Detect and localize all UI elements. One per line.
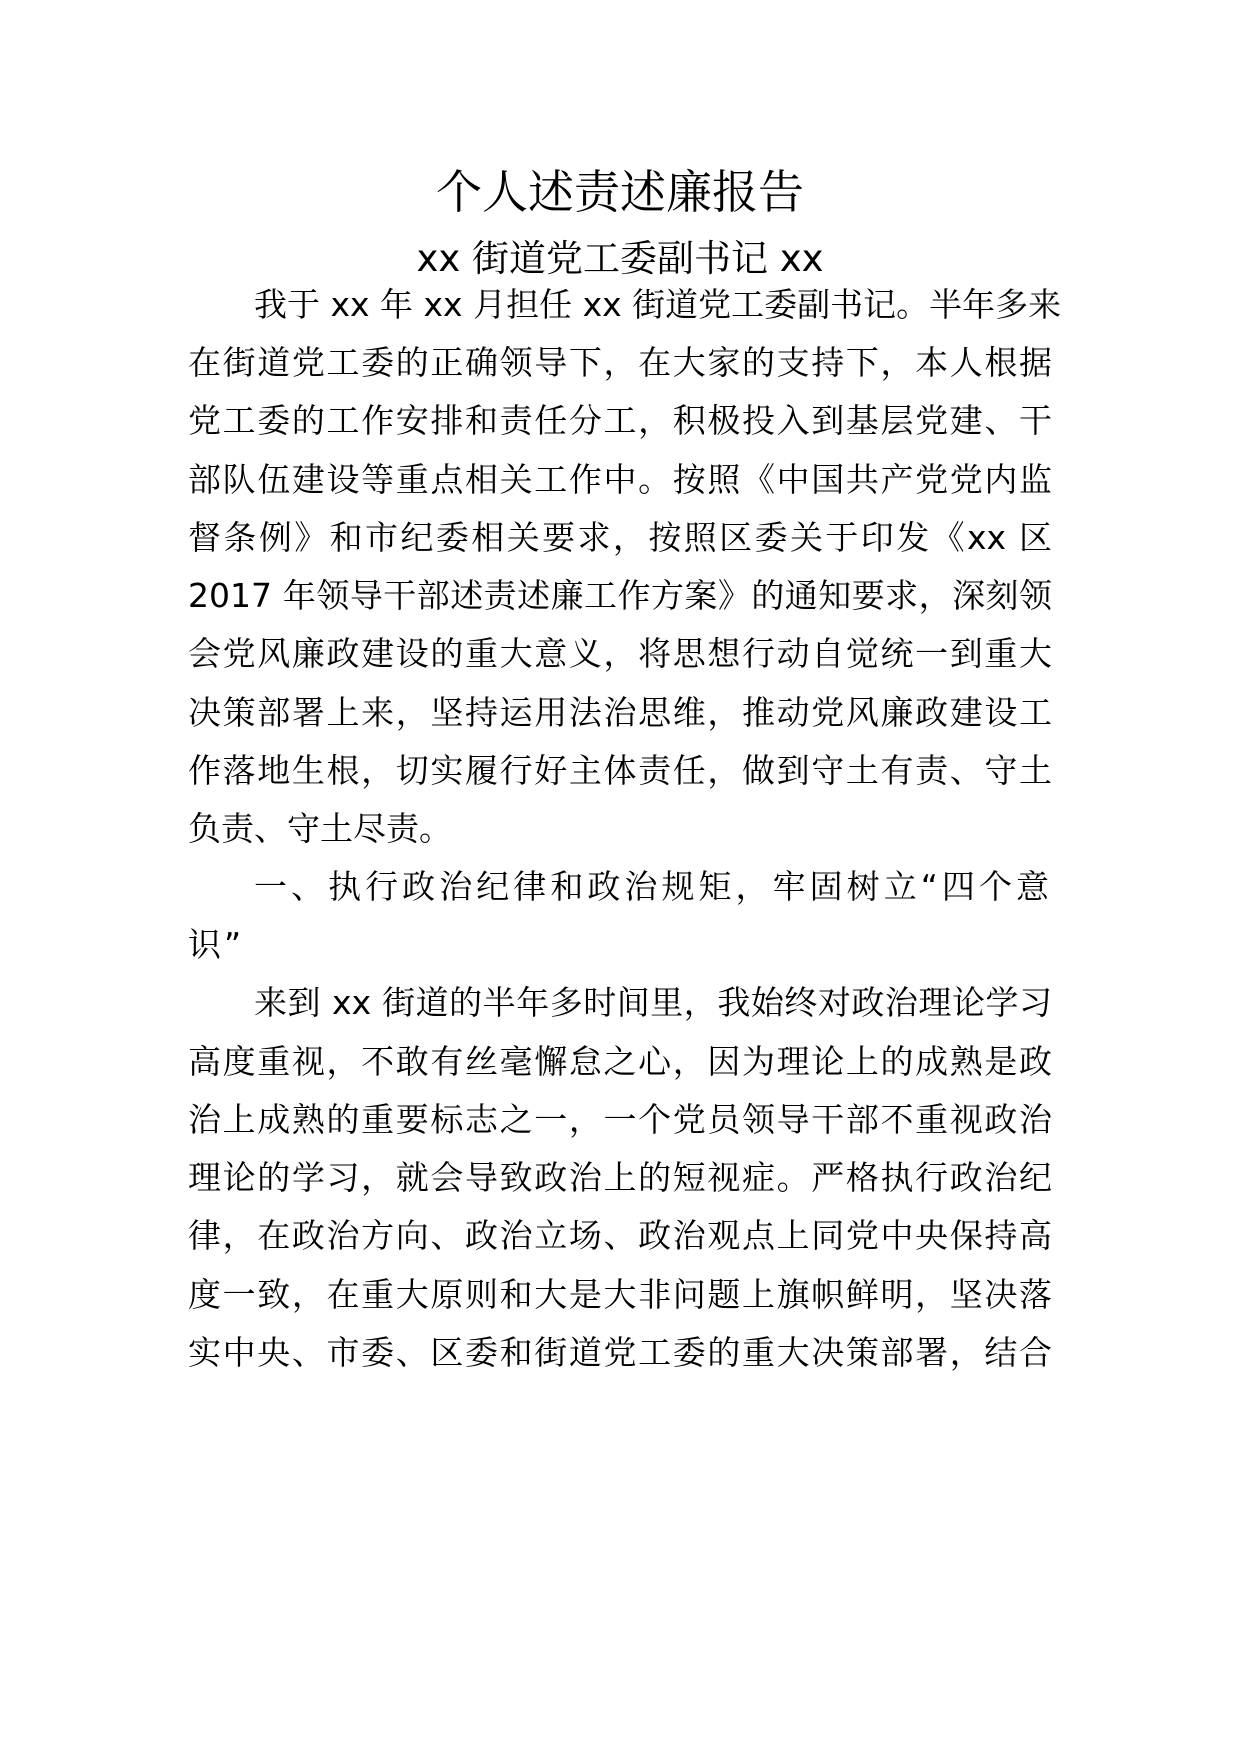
- section-heading: 识”: [188, 925, 245, 964]
- body-line: 部队伍建设等重点相关工作中。按照《中国共产党党内监: [188, 460, 1052, 499]
- body-line: 来到 xx 街道的半年多时间里，我始终对政治理论学习: [254, 983, 1052, 1022]
- body-line: 负责、守土尽责。: [188, 809, 452, 848]
- body-line: 督条例》和市纪委相关要求，按照区委关于印发《xx 区: [188, 518, 1052, 557]
- body-line: 在街道党工委的正确领导下，在大家的支持下，本人根据: [188, 343, 1052, 382]
- body-line: 治上成熟的重要标志之一，一个党员领导干部不重视政治: [188, 1100, 1052, 1139]
- document-subtitle: xx 街道党工委副书记 xx: [416, 237, 824, 280]
- body-line: 党工委的工作安排和责任分工，积极投入到基层党建、干: [188, 401, 1052, 440]
- body-line: 我于 xx 年 xx 月担任 xx 街道党工委副书记。半年多来: [254, 285, 1062, 324]
- body-line: 高度重视，不敢有丝毫懈怠之心，因为理论上的成熟是政: [188, 1042, 1052, 1081]
- body-line: 实中央、市委、区委和街道党工委的重大决策部署，结合: [188, 1333, 1052, 1372]
- body-line: 会党风廉政建设的重大意义，将思想行动自觉统一到重大: [188, 634, 1052, 673]
- body-line: 理论的学习，就会导致政治上的短视症。严格执行政治纪: [188, 1158, 1052, 1197]
- body-line: 律，在政治方向、政治立场、政治观点上同党中央保持高: [188, 1216, 1052, 1255]
- body-line: 度一致，在重大原则和大是大非问题上旗帜鲜明，坚决落: [188, 1275, 1052, 1314]
- body-line: 2017 年领导干部述责述廉工作方案》的通知要求，深刻领: [188, 576, 1052, 615]
- body-line: 决策部署上来，坚持运用法治思维，推动党风廉政建设工: [188, 693, 1052, 732]
- document-title: 个人述责述廉报告: [436, 165, 804, 219]
- section-heading: 一、执行政治纪律和政治规矩，牢固树立“四个意: [254, 867, 1052, 906]
- body-line: 作落地生根，切实履行好主体责任，做到守土有责、守土: [188, 751, 1052, 790]
